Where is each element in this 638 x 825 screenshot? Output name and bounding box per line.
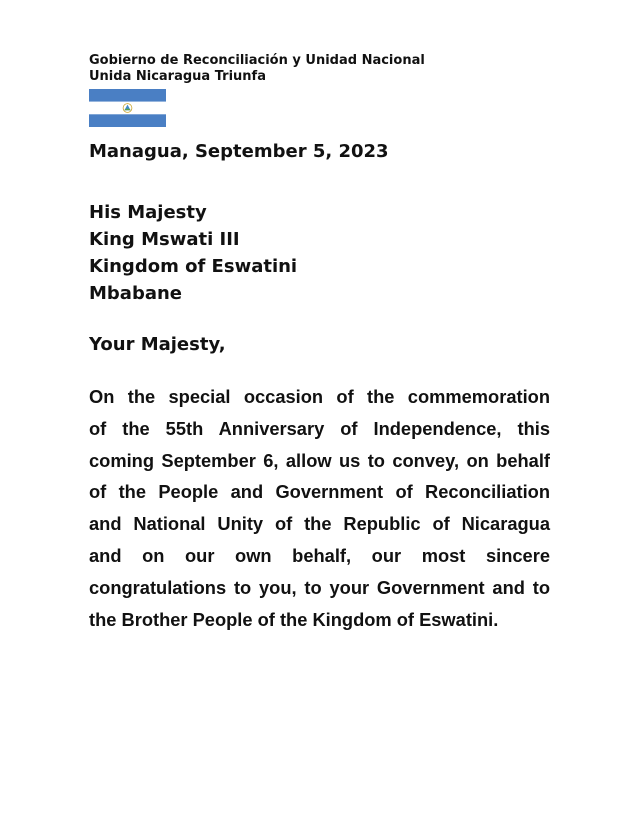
recipient-line-4: Mbabane: [89, 283, 182, 304]
body-line: the Brother People of the Kingdom of Eswatini.: [89, 608, 499, 630]
body-line: On the special occasion of the commemoration: [89, 386, 550, 407]
letter-body: [89, 381, 550, 635]
letterhead-line-2: Unida Nicaragua Triunfa: [89, 69, 266, 84]
letterhead: [89, 53, 425, 85]
recipient-line-2: King Mswati III: [89, 229, 240, 250]
body-line: and on our own behalf, our most sincere: [89, 544, 550, 566]
body-line: of the 55th Anniversary of Independence, this: [89, 417, 550, 439]
letterhead-line-1: Gobierno de Reconciliación y Unidad Nacional: [89, 53, 425, 68]
body-line: of the People and Government of Reconciliation: [89, 481, 550, 503]
body-line: coming September 6, allow us to convey, on behalf: [89, 449, 550, 471]
recipient-address: [89, 199, 297, 307]
body-line: and National Unity of the Republic of Nicaragua: [89, 513, 550, 535]
salutation: Your Majesty,: [89, 334, 226, 355]
nicaragua-flag-icon: [89, 89, 166, 127]
body-line: congratulations to you, to your Government and to: [89, 576, 550, 598]
letter-date: Managua, September 5, 2023: [89, 141, 389, 162]
recipient-line-1: His Majesty: [89, 202, 207, 223]
recipient-line-3: Kingdom of Eswatini: [89, 256, 298, 277]
